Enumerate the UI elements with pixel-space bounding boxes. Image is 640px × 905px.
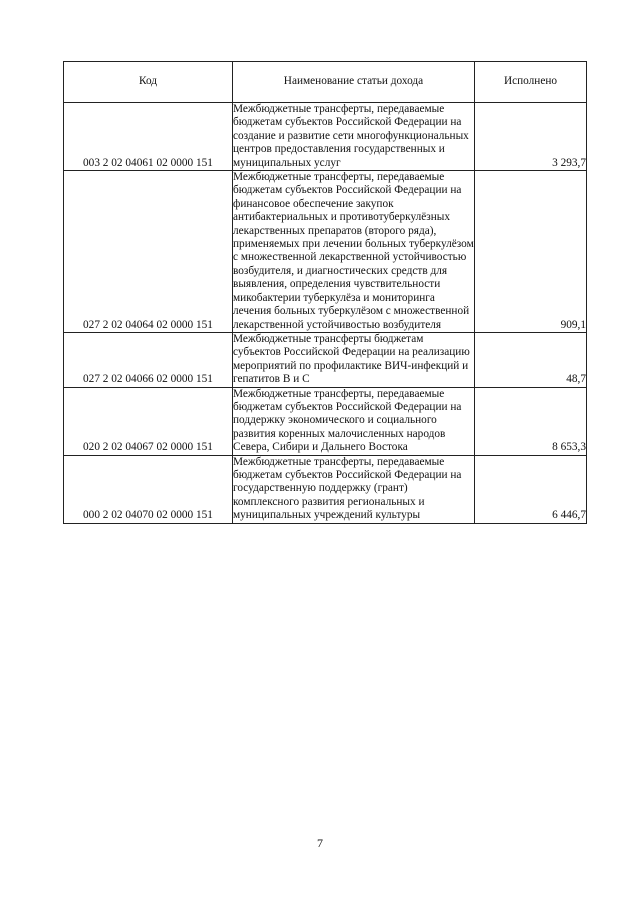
row-code: 027 2 02 04066 02 0000 151 (64, 332, 233, 387)
row-done: 6 446,7 (475, 455, 587, 523)
row-code: 003 2 02 04061 02 0000 151 (64, 103, 233, 171)
row-done: 3 293,7 (475, 103, 587, 171)
table-row (64, 387, 587, 455)
row-code: 020 2 02 04067 02 0000 151 (64, 387, 233, 455)
header-code: Код (64, 62, 233, 103)
page-number: 7 (317, 836, 323, 850)
income-table (63, 61, 587, 524)
table-row (64, 332, 587, 387)
table-header-row (64, 62, 587, 103)
row-name: Межбюджетные трансферты, передаваемые бюджетам субъектов Российской Федерации на поддержку экономического и социального развития коренных малочисленных народов Севера, Сибири и Дальнего Востока (233, 387, 475, 455)
row-name: Межбюджетные трансферты бюджетам субъектов Российской Федерации на реализацию мероприятий по профилактике ВИЧ-инфекций и гепатитов В и С (233, 332, 475, 387)
row-done: 8 653,3 (475, 387, 587, 455)
row-code: 027 2 02 04064 02 0000 151 (64, 171, 233, 333)
header-done: Исполнено (475, 62, 587, 103)
row-done: 48,7 (475, 332, 587, 387)
row-name: Межбюджетные трансферты, передаваемые бюджетам субъектов Российской Федерации на создание и развитие сети многофункциональных центров предоставления государственных и муниципальных услуг (233, 103, 475, 171)
row-name: Межбюджетные трансферты, передаваемые бюджетам субъектов Российской Федерации на финансовое обеспечение закупок антибактериальных и противотуберкулёзных лекарственных препаратов (второго ряда), применяемых при лечении больных туберкулёзом с множественной лекарственной устойчивостью возбудителя, и диагностических средств для выявления, определения чувствительности микобактерии туберкулёза и мониторинга лечения больных туберкулёзом с множественной лекарственной устойчивостью возбудителя (233, 171, 474, 331)
row-code: 000 2 02 04070 02 0000 151 (64, 455, 233, 523)
table-row (64, 103, 587, 171)
header-name: Наименование статьи дохода (233, 62, 475, 103)
table-row (64, 455, 587, 523)
table-row (64, 171, 587, 333)
row-name: Межбюджетные трансферты, передаваемые бюджетам субъектов Российской Федерации на государственную поддержку (грант) комплексного развития региональных и муниципальных учреждений культуры (233, 455, 475, 523)
row-done: 909,1 (475, 171, 587, 333)
